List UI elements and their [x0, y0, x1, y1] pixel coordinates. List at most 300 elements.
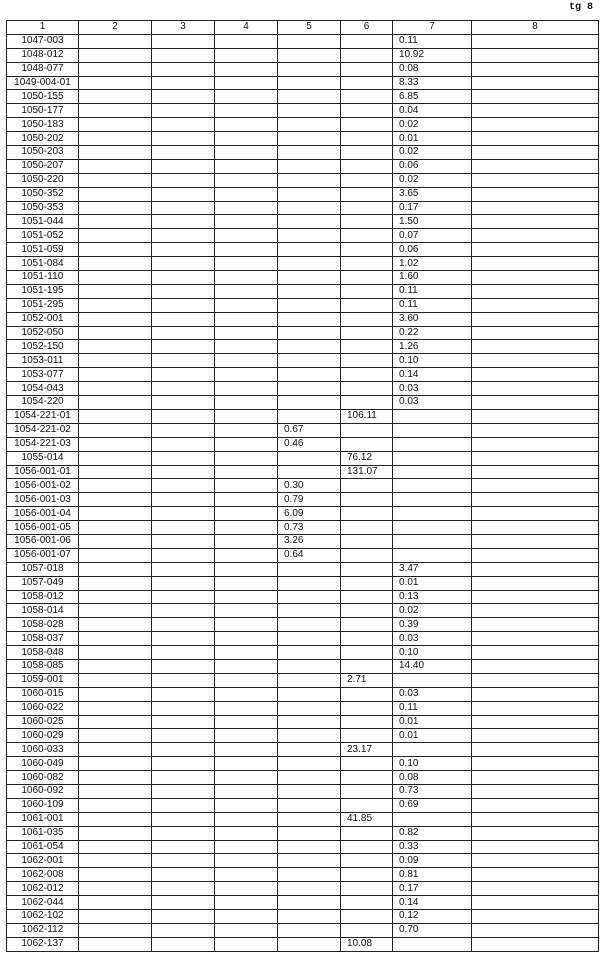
value-cell-col8: [472, 271, 599, 285]
value-cell-col2: [79, 521, 152, 535]
row-id-cell: 1051-059: [7, 243, 79, 257]
value-cell-col3: [152, 215, 215, 229]
value-cell-col5: [278, 76, 341, 90]
value-cell-col5: [278, 326, 341, 340]
value-cell-col8: [472, 618, 599, 632]
table-row: [7, 479, 599, 493]
value-cell-col3: [152, 90, 215, 104]
value-cell-col3: [152, 534, 215, 548]
value-cell-col2: [79, 618, 152, 632]
value-cell-col2: [79, 48, 152, 62]
value-cell-col7: [393, 423, 472, 437]
row-id-cell: 1056-001-06: [7, 534, 79, 548]
row-id-cell: 1051-110: [7, 271, 79, 285]
table-row: [7, 451, 599, 465]
value-cell-col8: [472, 340, 599, 354]
value-cell-col5: [278, 840, 341, 854]
value-cell-col7: 0.06: [393, 159, 472, 173]
value-cell-col4: [215, 312, 278, 326]
value-cell-col5: [278, 646, 341, 660]
value-cell-col3: [152, 896, 215, 910]
row-id-cell: 1061-035: [7, 826, 79, 840]
value-cell-col8: [472, 284, 599, 298]
value-cell-col4: [215, 854, 278, 868]
row-id-cell: 1058-014: [7, 604, 79, 618]
value-cell-col6: [341, 715, 393, 729]
value-cell-col4: [215, 451, 278, 465]
row-id-cell: 1062-008: [7, 868, 79, 882]
row-id-cell: 1054-221-03: [7, 437, 79, 451]
page-label: tg 8: [568, 2, 593, 13]
value-cell-col2: [79, 493, 152, 507]
value-cell-col5: [278, 146, 341, 160]
value-cell-col8: [472, 257, 599, 271]
value-cell-col4: [215, 923, 278, 937]
value-cell-col5: [278, 229, 341, 243]
value-cell-col8: [472, 937, 599, 951]
value-cell-col2: [79, 826, 152, 840]
table-row: [7, 396, 599, 410]
value-cell-col6: [341, 257, 393, 271]
value-cell-col4: [215, 673, 278, 687]
value-cell-col4: [215, 271, 278, 285]
value-cell-col3: [152, 159, 215, 173]
value-cell-col2: [79, 937, 152, 951]
value-cell-col2: [79, 590, 152, 604]
value-cell-col5: [278, 729, 341, 743]
value-cell-col6: [341, 104, 393, 118]
value-cell-col2: [79, 215, 152, 229]
value-cell-col5: [278, 382, 341, 396]
value-cell-col7: 0.01: [393, 729, 472, 743]
value-cell-col7: 0.03: [393, 632, 472, 646]
value-cell-col8: [472, 423, 599, 437]
value-cell-col6: [341, 646, 393, 660]
value-cell-col6: [341, 382, 393, 396]
value-cell-col7: 0.09: [393, 854, 472, 868]
value-cell-col5: [278, 576, 341, 590]
value-cell-col3: [152, 229, 215, 243]
row-id-cell: 1054-221-02: [7, 423, 79, 437]
value-cell-col4: [215, 104, 278, 118]
value-cell-col4: [215, 659, 278, 673]
value-cell-col3: [152, 76, 215, 90]
table-row: [7, 937, 599, 951]
value-cell-col6: [341, 910, 393, 924]
value-cell-col2: [79, 173, 152, 187]
table-row: [7, 298, 599, 312]
value-cell-col3: [152, 382, 215, 396]
value-cell-col3: [152, 757, 215, 771]
value-cell-col5: [278, 896, 341, 910]
value-cell-col7: 0.02: [393, 118, 472, 132]
table-row: [7, 521, 599, 535]
row-id-cell: 1056-001-05: [7, 521, 79, 535]
value-cell-col2: [79, 90, 152, 104]
value-cell-col7: 1.60: [393, 271, 472, 285]
value-cell-col5: [278, 215, 341, 229]
value-cell-col5: [278, 784, 341, 798]
value-cell-col4: [215, 326, 278, 340]
value-cell-col7: 0.01: [393, 715, 472, 729]
row-id-cell: 1050-352: [7, 187, 79, 201]
value-cell-col5: [278, 910, 341, 924]
value-cell-col5: [278, 604, 341, 618]
row-id-cell: 1062-012: [7, 882, 79, 896]
value-cell-col7: 1.02: [393, 257, 472, 271]
table-row: [7, 104, 599, 118]
row-id-cell: 1049-004-01: [7, 76, 79, 90]
row-id-cell: 1061-001: [7, 812, 79, 826]
table-row: [7, 423, 599, 437]
value-cell-col8: [472, 243, 599, 257]
value-cell-col5: 0.30: [278, 479, 341, 493]
row-id-cell: 1050-155: [7, 90, 79, 104]
value-cell-col8: [472, 659, 599, 673]
value-cell-col4: [215, 173, 278, 187]
value-cell-col3: [152, 646, 215, 660]
value-cell-col2: [79, 868, 152, 882]
value-cell-col6: [341, 229, 393, 243]
table-row: [7, 923, 599, 937]
value-cell-col3: [152, 618, 215, 632]
row-id-cell: 1058-028: [7, 618, 79, 632]
value-cell-col3: [152, 104, 215, 118]
value-cell-col7: [393, 673, 472, 687]
row-id-cell: 1058-012: [7, 590, 79, 604]
value-cell-col2: [79, 159, 152, 173]
value-cell-col8: [472, 646, 599, 660]
value-cell-col6: [341, 493, 393, 507]
row-id-cell: 1051-195: [7, 284, 79, 298]
row-id-cell: 1056-001-01: [7, 465, 79, 479]
value-cell-col5: [278, 562, 341, 576]
value-cell-col5: [278, 854, 341, 868]
row-id-cell: 1052-150: [7, 340, 79, 354]
value-cell-col3: [152, 562, 215, 576]
value-cell-col7: 0.01: [393, 132, 472, 146]
row-id-cell: 1056-001-07: [7, 548, 79, 562]
value-cell-col8: [472, 48, 599, 62]
value-cell-col3: [152, 507, 215, 521]
value-cell-col3: [152, 118, 215, 132]
value-cell-col8: [472, 76, 599, 90]
value-cell-col6: [341, 354, 393, 368]
table-row: [7, 840, 599, 854]
value-cell-col7: 0.17: [393, 882, 472, 896]
value-cell-col4: [215, 896, 278, 910]
table-row: [7, 493, 599, 507]
value-cell-col4: [215, 687, 278, 701]
table-row: [7, 257, 599, 271]
row-id-cell: 1047-003: [7, 34, 79, 48]
row-id-cell: 1050-220: [7, 173, 79, 187]
value-cell-col3: [152, 590, 215, 604]
row-id-cell: 1060-029: [7, 729, 79, 743]
value-cell-col2: [79, 534, 152, 548]
value-cell-col3: [152, 798, 215, 812]
value-cell-col4: [215, 493, 278, 507]
value-cell-col4: [215, 187, 278, 201]
value-cell-col5: 0.73: [278, 521, 341, 535]
value-cell-col3: [152, 326, 215, 340]
value-cell-col4: [215, 937, 278, 951]
table-row: [7, 618, 599, 632]
table-row: [7, 548, 599, 562]
value-cell-col4: [215, 632, 278, 646]
value-cell-col3: [152, 340, 215, 354]
row-id-cell: 1060-049: [7, 757, 79, 771]
value-cell-col8: [472, 590, 599, 604]
value-cell-col6: [341, 687, 393, 701]
value-cell-col5: [278, 659, 341, 673]
row-id-cell: 1062-001: [7, 854, 79, 868]
value-cell-col8: [472, 187, 599, 201]
value-cell-col6: [341, 62, 393, 76]
table-row: [7, 659, 599, 673]
row-id-cell: 1054-221-01: [7, 409, 79, 423]
value-cell-col8: [472, 104, 599, 118]
value-cell-col8: [472, 368, 599, 382]
value-cell-col5: [278, 868, 341, 882]
row-id-cell: 1062-102: [7, 910, 79, 924]
value-cell-col2: [79, 576, 152, 590]
value-cell-col4: [215, 159, 278, 173]
value-cell-col2: [79, 840, 152, 854]
value-cell-col7: 6.85: [393, 90, 472, 104]
value-cell-col5: [278, 159, 341, 173]
value-cell-col3: [152, 48, 215, 62]
value-cell-col7: 0.82: [393, 826, 472, 840]
table-row: [7, 146, 599, 160]
value-cell-col7: [393, 743, 472, 757]
value-cell-col8: [472, 409, 599, 423]
value-cell-col2: [79, 257, 152, 271]
value-cell-col4: [215, 646, 278, 660]
value-cell-col3: [152, 743, 215, 757]
row-id-cell: 1050-183: [7, 118, 79, 132]
table-row: [7, 368, 599, 382]
table-row: [7, 826, 599, 840]
value-cell-col7: 10.92: [393, 48, 472, 62]
value-cell-col6: [341, 659, 393, 673]
value-cell-col3: [152, 868, 215, 882]
value-cell-col2: [79, 854, 152, 868]
value-cell-col4: [215, 90, 278, 104]
value-cell-col5: [278, 451, 341, 465]
value-cell-col6: 2.71: [341, 673, 393, 687]
value-cell-col2: [79, 757, 152, 771]
value-cell-col5: [278, 632, 341, 646]
value-cell-col5: [278, 368, 341, 382]
value-cell-col4: [215, 76, 278, 90]
value-cell-col5: [278, 771, 341, 785]
row-id-cell: 1057-018: [7, 562, 79, 576]
value-cell-col8: [472, 451, 599, 465]
row-id-cell: 1051-295: [7, 298, 79, 312]
value-cell-col7: 0.12: [393, 910, 472, 924]
value-cell-col6: 106.11: [341, 409, 393, 423]
value-cell-col6: 131.07: [341, 465, 393, 479]
table-row: [7, 798, 599, 812]
value-cell-col7: [393, 507, 472, 521]
value-cell-col7: 0.07: [393, 229, 472, 243]
value-cell-col7: 0.11: [393, 298, 472, 312]
value-cell-col7: 0.17: [393, 201, 472, 215]
value-cell-col6: [341, 326, 393, 340]
value-cell-col6: [341, 896, 393, 910]
value-cell-col6: [341, 215, 393, 229]
value-cell-col2: [79, 271, 152, 285]
value-cell-col7: 0.10: [393, 354, 472, 368]
value-cell-col7: 8.33: [393, 76, 472, 90]
value-cell-col5: [278, 396, 341, 410]
table-row: [7, 312, 599, 326]
value-cell-col7: 0.33: [393, 840, 472, 854]
value-cell-col4: [215, 215, 278, 229]
value-cell-col2: [79, 659, 152, 673]
table-row: [7, 757, 599, 771]
value-cell-col6: [341, 90, 393, 104]
value-cell-col7: 0.39: [393, 618, 472, 632]
value-cell-col3: [152, 465, 215, 479]
value-cell-col5: [278, 271, 341, 285]
value-cell-col2: [79, 910, 152, 924]
value-cell-col4: [215, 590, 278, 604]
value-cell-col5: [278, 104, 341, 118]
value-cell-col5: [278, 673, 341, 687]
value-cell-col8: [472, 840, 599, 854]
value-cell-col8: [472, 548, 599, 562]
value-cell-col3: [152, 701, 215, 715]
value-cell-col8: [472, 826, 599, 840]
value-cell-col8: [472, 465, 599, 479]
value-cell-col8: [472, 868, 599, 882]
value-cell-col5: [278, 590, 341, 604]
row-id-cell: 1051-084: [7, 257, 79, 271]
value-cell-col3: [152, 548, 215, 562]
value-cell-col6: [341, 757, 393, 771]
value-cell-col4: [215, 368, 278, 382]
value-cell-col8: [472, 146, 599, 160]
value-cell-col5: [278, 284, 341, 298]
value-cell-col2: [79, 354, 152, 368]
table-row: [7, 868, 599, 882]
value-cell-col6: [341, 312, 393, 326]
table-body: [7, 34, 599, 951]
row-id-cell: 1058-085: [7, 659, 79, 673]
value-cell-col4: [215, 396, 278, 410]
row-id-cell: 1048-012: [7, 48, 79, 62]
table-header-row: [7, 21, 599, 35]
data-table: [6, 20, 599, 952]
value-cell-col8: [472, 687, 599, 701]
value-cell-col6: [341, 271, 393, 285]
value-cell-col4: [215, 257, 278, 271]
value-cell-col4: [215, 340, 278, 354]
value-cell-col5: [278, 90, 341, 104]
value-cell-col2: [79, 437, 152, 451]
table-row: [7, 687, 599, 701]
value-cell-col2: [79, 76, 152, 90]
value-cell-col5: [278, 798, 341, 812]
table-row: [7, 201, 599, 215]
value-cell-col5: [278, 34, 341, 48]
table-row: [7, 90, 599, 104]
value-cell-col3: [152, 437, 215, 451]
value-cell-col3: [152, 840, 215, 854]
table-row: [7, 771, 599, 785]
value-cell-col3: [152, 604, 215, 618]
value-cell-col2: [79, 798, 152, 812]
value-cell-col7: 0.13: [393, 590, 472, 604]
row-id-cell: 1062-044: [7, 896, 79, 910]
value-cell-col8: [472, 215, 599, 229]
row-id-cell: 1057-049: [7, 576, 79, 590]
value-cell-col5: [278, 298, 341, 312]
value-cell-col7: [393, 812, 472, 826]
value-cell-col4: [215, 701, 278, 715]
value-cell-col2: [79, 562, 152, 576]
value-cell-col7: [393, 465, 472, 479]
value-cell-col5: [278, 243, 341, 257]
value-cell-col3: [152, 243, 215, 257]
value-cell-col8: [472, 298, 599, 312]
value-cell-col5: [278, 923, 341, 937]
value-cell-col4: [215, 354, 278, 368]
value-cell-col2: [79, 882, 152, 896]
value-cell-col3: [152, 659, 215, 673]
value-cell-col3: [152, 910, 215, 924]
value-cell-col2: [79, 687, 152, 701]
value-cell-col5: [278, 701, 341, 715]
value-cell-col3: [152, 201, 215, 215]
value-cell-col5: [278, 201, 341, 215]
value-cell-col6: [341, 576, 393, 590]
value-cell-col6: [341, 146, 393, 160]
value-cell-col6: [341, 423, 393, 437]
value-cell-col5: [278, 937, 341, 951]
value-cell-col5: [278, 812, 341, 826]
value-cell-col4: [215, 771, 278, 785]
value-cell-col7: 0.03: [393, 382, 472, 396]
value-cell-col7: [393, 437, 472, 451]
value-cell-col2: [79, 479, 152, 493]
value-cell-col5: [278, 687, 341, 701]
value-cell-col6: 23.17: [341, 743, 393, 757]
value-cell-col8: [472, 854, 599, 868]
value-cell-col7: 0.02: [393, 604, 472, 618]
value-cell-col5: 3.26: [278, 534, 341, 548]
value-cell-col2: [79, 146, 152, 160]
value-cell-col6: 76.12: [341, 451, 393, 465]
value-cell-col3: [152, 62, 215, 76]
value-cell-col7: [393, 548, 472, 562]
table-row: [7, 118, 599, 132]
value-cell-col7: 0.11: [393, 284, 472, 298]
value-cell-col7: [393, 534, 472, 548]
row-id-cell: 1053-077: [7, 368, 79, 382]
value-cell-col8: [472, 507, 599, 521]
value-cell-col2: [79, 784, 152, 798]
row-id-cell: 1058-037: [7, 632, 79, 646]
value-cell-col5: [278, 354, 341, 368]
value-cell-col8: [472, 729, 599, 743]
value-cell-col6: [341, 132, 393, 146]
value-cell-col4: [215, 479, 278, 493]
value-cell-col6: [341, 479, 393, 493]
value-cell-col3: [152, 521, 215, 535]
